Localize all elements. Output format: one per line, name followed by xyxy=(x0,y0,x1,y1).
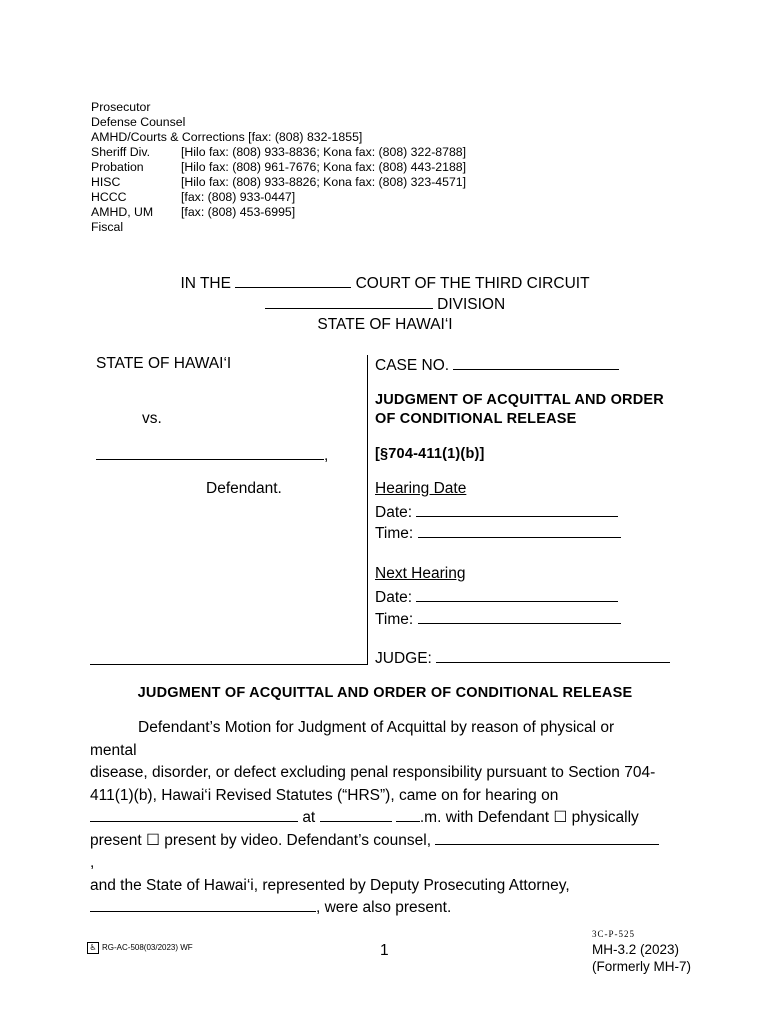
defense-counsel-blank[interactable] xyxy=(435,830,659,845)
at-label: at xyxy=(302,809,316,826)
body-text: Defendant’s Motion for Judgment of Acquittal by reason of physical or mental xyxy=(90,719,615,759)
distribution-row xyxy=(91,205,466,220)
time-label: Time: xyxy=(375,525,414,542)
hearing-date-field[interactable] xyxy=(416,502,618,517)
distribution-row xyxy=(91,220,466,235)
distribution-fax: [fax: (808) 453-6995] xyxy=(181,205,296,219)
body-line xyxy=(90,807,662,830)
comma: , xyxy=(324,447,329,464)
hearing-date-row xyxy=(375,502,618,522)
accessibility-icon: ♿ xyxy=(87,942,99,954)
body-heading: JUDGMENT OF ACQUITTAL AND ORDER OF CONDITIONAL RELEASE xyxy=(137,685,633,701)
caption-title-line-1: JUDGMENT OF ACQUITTAL AND ORDER xyxy=(375,392,664,408)
time-label: Time: xyxy=(375,611,414,628)
body-line: disease, disorder, or defect excluding penal responsibility pursuant to Section 704- xyxy=(90,764,656,781)
case-no-label: CASE NO. xyxy=(375,357,450,374)
body-line xyxy=(90,830,662,875)
distribution-label: HISC xyxy=(91,175,121,189)
caption-title-line-2: OF CONDITIONAL RELEASE xyxy=(375,411,577,427)
distribution-row xyxy=(91,145,466,160)
distribution-label: Probation xyxy=(91,160,144,174)
court-circuit: COURT OF THE THIRD CIRCUIT xyxy=(355,275,590,292)
distribution-label: AMHD, UM xyxy=(91,205,154,219)
distribution-row xyxy=(91,175,466,190)
court-line-2 xyxy=(0,294,770,314)
distribution-label: Defense Counsel xyxy=(91,115,186,129)
distribution-row xyxy=(91,115,466,130)
court-name-field[interactable] xyxy=(235,273,351,288)
case-number-row xyxy=(375,355,619,375)
hearing-time-field[interactable] xyxy=(418,523,621,538)
distribution-row xyxy=(91,190,466,205)
next-hearing-date-row xyxy=(375,587,618,607)
judge-label: JUDGE: xyxy=(375,650,432,667)
division-label: DIVISION xyxy=(437,296,506,313)
caption-title xyxy=(375,391,664,429)
distribution-label: Prosecutor xyxy=(91,100,151,114)
distribution-row xyxy=(91,100,466,115)
court-line-1 xyxy=(0,273,770,293)
distribution-label: HCCC xyxy=(91,190,127,204)
statute-reference: [§704-411(1)(b)] xyxy=(375,446,485,462)
date-label: Date: xyxy=(375,504,413,521)
distribution-fax: [Hilo fax: (808) 933-8836; Kona fax: (808) 322-8788] xyxy=(181,145,467,159)
distribution-fax: [Hilo fax: (808) 961-7676; Kona fax: (808) 443-2188] xyxy=(181,160,467,174)
distribution-label: AMHD/Courts & Corrections [fax: (808) 832-1855] xyxy=(91,130,363,144)
hearing-date-heading: Hearing Date xyxy=(375,480,467,497)
am-pm-blank[interactable] xyxy=(396,807,420,822)
body-line: 411(1)(b), Hawai‘i Revised Statutes (“HRS”), came on for hearing on xyxy=(90,786,559,804)
form-code: RG-AC-508(03/2023) WF xyxy=(102,943,193,953)
body-line xyxy=(90,717,662,762)
court-state: STATE OF HAWAI‘I xyxy=(317,316,453,333)
division-field[interactable] xyxy=(265,294,433,309)
page-number: 1 xyxy=(380,942,389,959)
caption-bottom-rule xyxy=(90,664,368,665)
next-hearing-date-field[interactable] xyxy=(416,587,618,602)
form-id: MH-3.2 (2023) xyxy=(592,942,680,957)
video-presence-text: present ☐ present by video. Defendant’s counsel, xyxy=(90,831,432,849)
comma: , xyxy=(90,854,95,871)
judge-field[interactable] xyxy=(436,648,670,663)
date-label: Date: xyxy=(375,589,413,606)
form-id-small: 3C-P-525 xyxy=(592,929,636,939)
plaintiff-name: STATE OF HAWAI‘I xyxy=(96,355,232,372)
distribution-row xyxy=(91,130,466,145)
defendant-presence-text: .m. with Defendant ☐ physically xyxy=(419,809,639,826)
distribution-label: Fiscal xyxy=(91,220,124,234)
body-paragraph xyxy=(90,717,662,920)
form-code-row xyxy=(87,942,193,954)
distribution-fax: [Hilo fax: (808) 933-8826; Kona fax: (808) 323-4571] xyxy=(181,175,467,189)
next-hearing-heading: Next Hearing xyxy=(375,565,466,582)
caption-divider xyxy=(367,355,368,665)
hearing-time-blank[interactable] xyxy=(320,807,392,822)
distribution-label: Sheriff Div. xyxy=(91,145,150,159)
distribution-fax: [fax: (808) 933-0447] xyxy=(181,190,296,204)
next-hearing-time-field[interactable] xyxy=(418,609,621,624)
distribution-row xyxy=(91,160,466,175)
defendant-name-field[interactable] xyxy=(96,445,324,460)
prosecutor-blank[interactable] xyxy=(90,897,316,912)
hearing-time-row xyxy=(375,523,621,543)
form-id-block xyxy=(592,941,691,975)
distribution-list xyxy=(91,100,466,235)
versus-label: vs. xyxy=(142,410,162,427)
present-text: , were also present. xyxy=(316,899,452,916)
body-line: and the State of Hawai‘i, represented by Deputy Prosecuting Attorney, xyxy=(90,876,570,894)
next-hearing-time-row xyxy=(375,609,621,629)
body-line xyxy=(90,897,662,920)
formerly-id: (Formerly MH-7) xyxy=(592,959,691,974)
case-number-field[interactable] xyxy=(453,355,619,370)
judge-row xyxy=(375,648,670,668)
court-prefix: IN THE xyxy=(180,275,231,292)
defendant-label: Defendant. xyxy=(206,480,282,497)
hearing-date-blank[interactable] xyxy=(90,807,298,822)
defendant-name-row xyxy=(96,445,328,465)
